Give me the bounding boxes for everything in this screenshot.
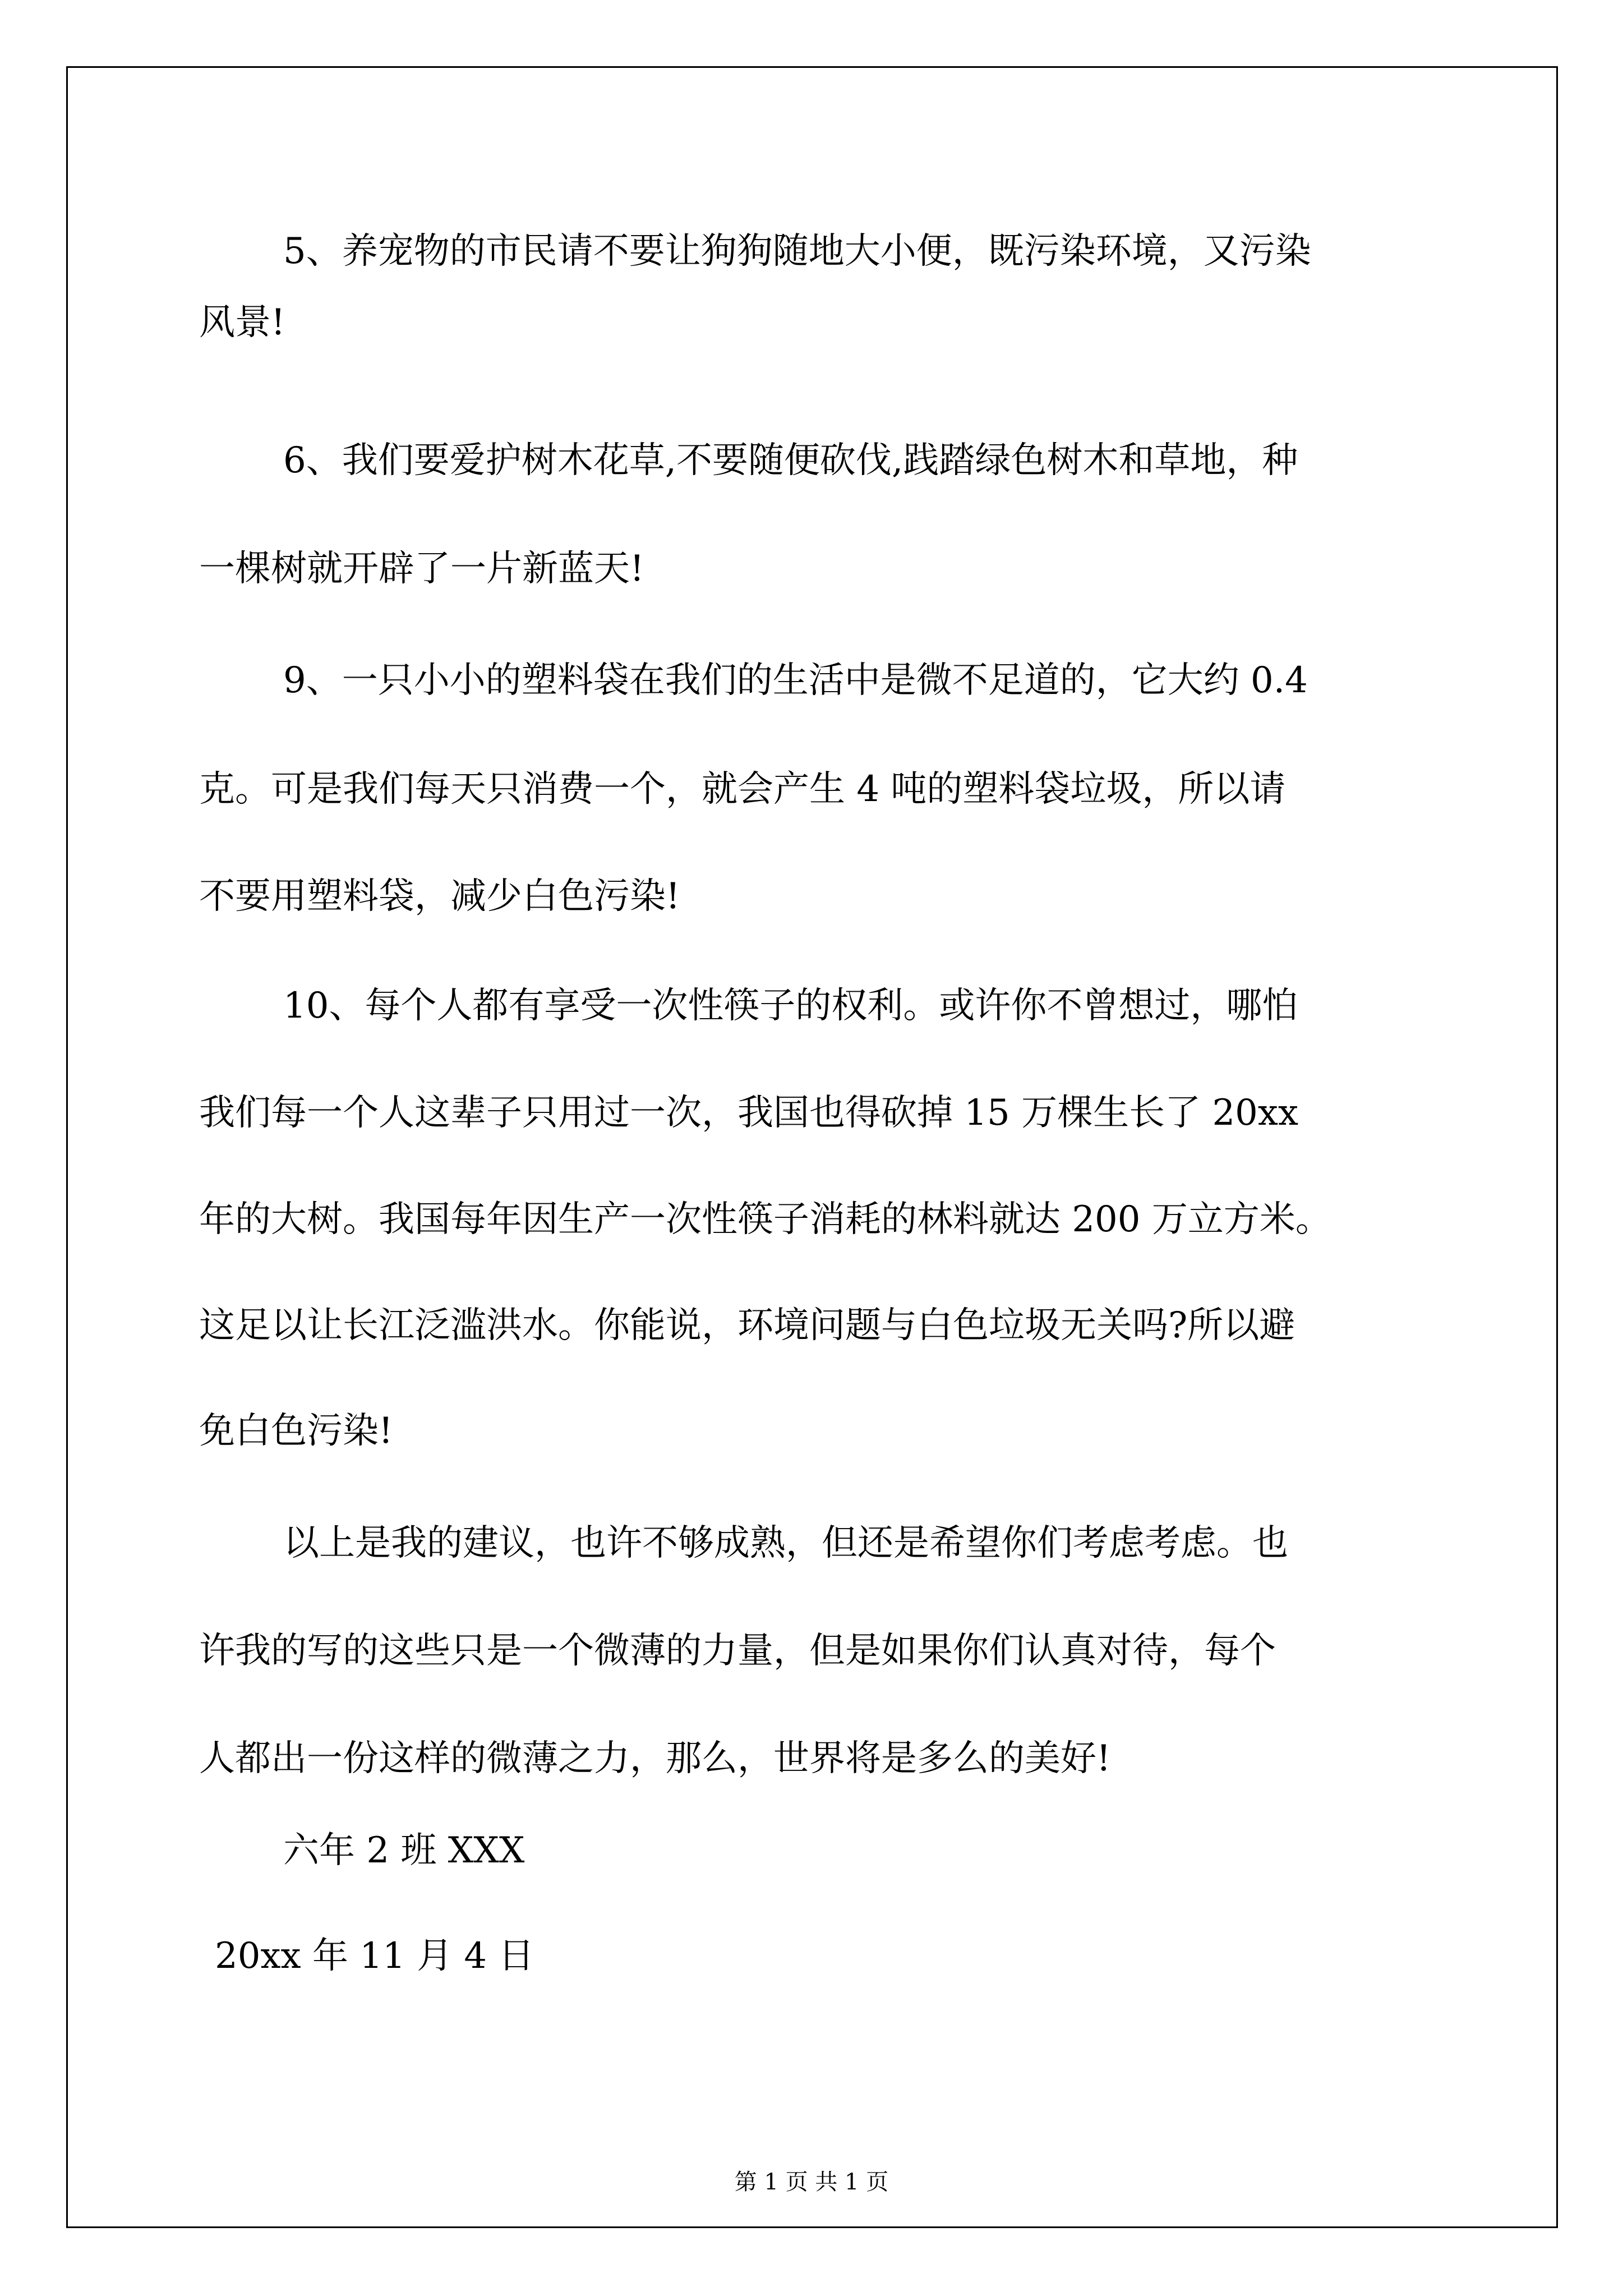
paragraph-6-line-1: 6、我们要爱护树木花草,不要随便砍伐,践踏绿色树木和草地，种 <box>283 440 1298 481</box>
closing-paragraph-line-1: 以上是我的建议，也许不够成熟，但还是希望你们考虑考虑。也 <box>283 1522 1288 1564</box>
closing-paragraph-line-3: 人都出一份这样的微薄之力，那么，世界将是多么的美好! <box>199 1738 1111 1779</box>
paragraph-10-line-3: 年的大树。我国每年因生产一次性筷子消耗的林料就达 200 万立方米。 <box>199 1199 1331 1240</box>
paragraph-5-line-1: 5、养宠物的市民请不要让狗狗随地大小便，既污染环境，又污染 <box>283 231 1311 272</box>
page-number-footer: 第 1 页 共 1 页 <box>734 2169 889 2195</box>
paragraph-10-line-5: 免白色污染! <box>199 1410 393 1452</box>
paragraph-9-line-1: 9、一只小小的塑料袋在我们的生活中是微不足道的，它大约 0.4 <box>283 660 1308 701</box>
paragraph-10-line-2: 我们每一个人这辈子只用过一次，我国也得砍掉 15 万棵生长了 20xx <box>199 1092 1299 1134</box>
closing-paragraph-line-2: 许我的写的这些只是一个微薄的力量，但是如果你们认真对待，每个 <box>199 1630 1276 1672</box>
paragraph-10-line-1: 10、每个人都有享受一次性筷子的权利。或许你不曾想过，哪怕 <box>283 985 1298 1027</box>
page-border <box>66 66 1558 2228</box>
paragraph-10-line-4: 这足以让长江泛滥洪水。你能说，环境问题与白色垃圾无关吗?所以避 <box>199 1305 1295 1346</box>
signature-class: 六年 2 班 XXX <box>283 1830 525 1871</box>
paragraph-9-line-2: 克。可是我们每天只消费一个，就会产生 4 吨的塑料袋垃圾，所以请 <box>199 769 1286 810</box>
signature-date: 20xx 年 11 月 4 日 <box>215 1935 534 1977</box>
paragraph-5-line-2: 风景! <box>199 302 285 343</box>
paragraph-9-line-3: 不要用塑料袋，减少白色污染! <box>199 876 680 917</box>
paragraph-6-line-2: 一棵树就开辟了一片新蓝天! <box>199 548 644 590</box>
